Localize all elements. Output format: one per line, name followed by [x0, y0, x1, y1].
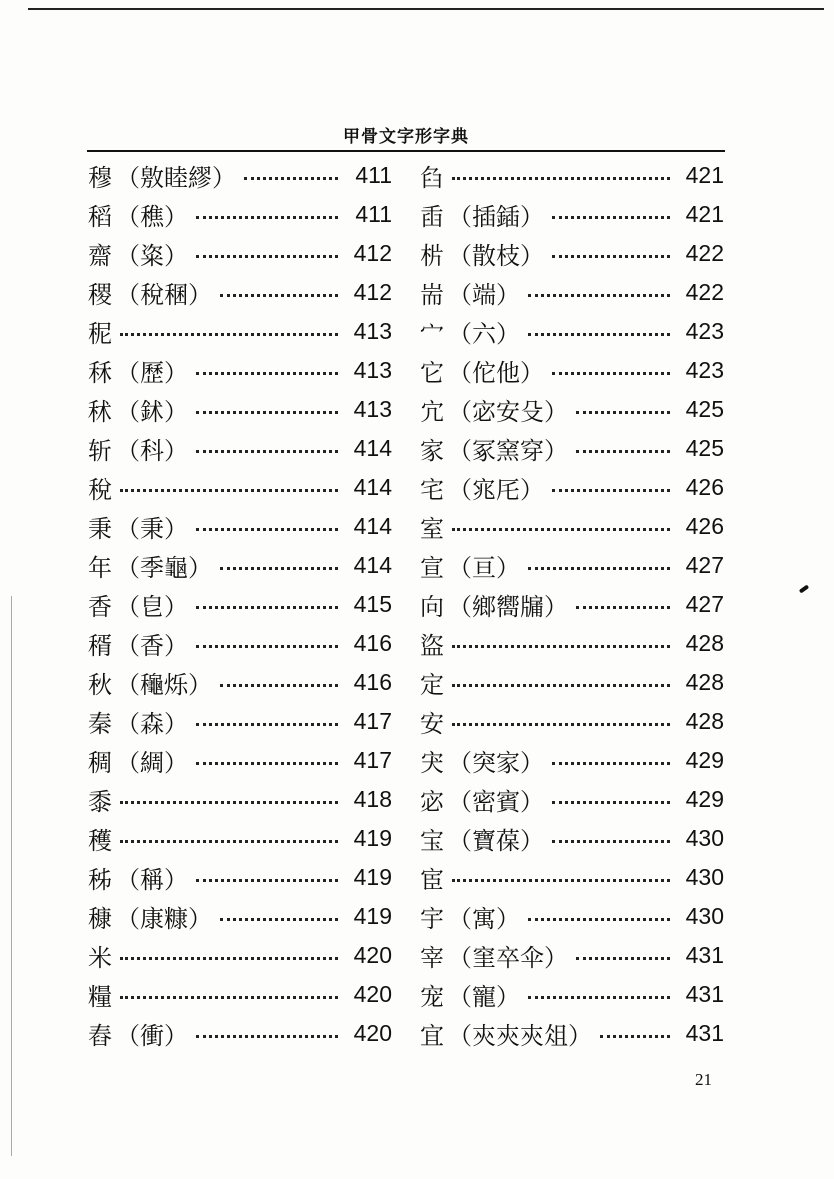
entry-variants: （ 衝 ） — [116, 1016, 188, 1051]
index-entry — [420, 936, 724, 975]
index-entry — [420, 624, 724, 663]
index-entry — [420, 507, 724, 546]
entry-variants: （ 寶葆 ） — [448, 821, 544, 856]
dot-leader — [220, 294, 338, 297]
entry-page-number: 416 — [353, 630, 392, 656]
entry-variants: （ 綢 ） — [116, 743, 188, 778]
entry-character: 宰 — [420, 944, 444, 972]
entry-character: 宦 — [420, 866, 444, 894]
entry-variants: （ 粢 ） — [116, 236, 188, 271]
entry-variants: （ 科 ） — [116, 431, 188, 466]
entry-character: 宊 — [420, 749, 444, 777]
dot-leader — [196, 411, 338, 414]
entry-variants: （ 皀 ） — [116, 587, 188, 622]
index-entry — [420, 312, 724, 351]
index-entry — [420, 390, 724, 429]
entry-character: 秋 — [88, 671, 112, 699]
dot-leader — [120, 996, 338, 999]
entry-page-number: 425 — [685, 435, 724, 461]
entry-page-number: 430 — [685, 825, 724, 851]
entry-character: 向 — [420, 593, 444, 621]
entry-variants: （ 端 ） — [448, 275, 520, 310]
dot-leader — [552, 372, 670, 375]
entry-character: 宇 — [420, 905, 444, 933]
dot-leader — [576, 450, 670, 453]
entry-page-number: 423 — [685, 318, 724, 344]
entry-character: 㭊 — [420, 242, 444, 270]
entry-character: 宠 — [420, 983, 444, 1011]
entry-page-number: 428 — [685, 708, 724, 734]
entry-character: 斩 — [88, 437, 112, 465]
dot-leader — [220, 684, 338, 687]
index-entry — [88, 663, 392, 702]
dot-leader — [552, 840, 670, 843]
entry-variants: （ 香 ） — [116, 626, 188, 661]
entry-character: 香 — [88, 593, 112, 621]
index-entry — [88, 819, 392, 858]
page-number: 21 — [695, 1070, 712, 1089]
index-entry — [88, 702, 392, 741]
entry-character: 齋 — [88, 242, 112, 270]
index-entry — [420, 468, 724, 507]
entry-variants: （ 宓安殳 ） — [448, 392, 568, 427]
entry-variants: （ 寵 ） — [448, 977, 520, 1012]
dot-leader — [120, 840, 338, 843]
index-entry — [88, 429, 392, 468]
index-entry — [88, 780, 392, 819]
entry-variants: （ 龝烁 ） — [116, 665, 212, 700]
index-entry — [420, 156, 724, 195]
index-entry — [420, 273, 724, 312]
entry-character: 秭 — [88, 866, 112, 894]
entry-page-number: 413 — [353, 357, 392, 383]
index-entry — [420, 897, 724, 936]
index-entry — [420, 975, 724, 1014]
dot-leader — [528, 996, 670, 999]
dot-leader — [528, 567, 670, 570]
dot-leader — [452, 684, 670, 687]
entry-page-number: 429 — [685, 747, 724, 773]
dot-leader — [196, 528, 338, 531]
dot-leader — [528, 333, 670, 336]
entry-character: 舂 — [88, 1022, 112, 1050]
entry-page-number: 431 — [685, 981, 724, 1007]
index-entry — [420, 234, 724, 273]
entry-character: 耑 — [420, 281, 444, 309]
entry-page-number: 430 — [685, 903, 724, 929]
dot-leader — [576, 957, 670, 960]
entry-character: 穫 — [88, 827, 112, 855]
index-entry — [88, 975, 392, 1014]
entry-character: 室 — [420, 515, 444, 543]
entry-variants: （ 插鍤 ） — [448, 197, 544, 232]
index-entry — [88, 1014, 392, 1053]
index-entry — [88, 546, 392, 585]
entry-variants: （ 鉥 ） — [116, 392, 188, 427]
entry-character: 稅 — [88, 476, 112, 504]
index-entry — [88, 468, 392, 507]
entry-page-number: 426 — [685, 474, 724, 500]
dot-leader — [452, 723, 670, 726]
entry-variants: （ 穛 ） — [116, 197, 188, 232]
entry-variants: （ 森 ） — [116, 704, 188, 739]
index-entry — [420, 429, 724, 468]
dot-leader — [120, 333, 338, 336]
entry-page-number: 429 — [685, 786, 724, 812]
running-header-title: 甲骨文字形字典 — [343, 127, 469, 147]
dot-leader — [120, 957, 338, 960]
entry-variants: （ 季龜 ） — [116, 548, 212, 583]
entry-page-number: 420 — [353, 1020, 392, 1046]
dot-leader — [244, 177, 338, 180]
entry-page-number: 416 — [353, 669, 392, 695]
entry-page-number: 431 — [685, 942, 724, 968]
entry-page-number: 412 — [353, 279, 392, 305]
index-entry — [88, 624, 392, 663]
index-entry — [88, 858, 392, 897]
entry-variants: （ 宨厇 ） — [448, 470, 544, 505]
dot-leader — [196, 372, 338, 375]
index-entry — [420, 741, 724, 780]
entry-page-number: 419 — [353, 903, 392, 929]
dot-leader — [196, 1035, 338, 1038]
index-entry — [88, 390, 392, 429]
entry-page-number: 413 — [353, 396, 392, 422]
index-entry — [88, 741, 392, 780]
ink-mark — [799, 584, 809, 593]
entry-page-number: 418 — [353, 786, 392, 812]
dot-leader — [196, 450, 338, 453]
entry-page-number: 413 — [353, 318, 392, 344]
entry-variants: （ 㚒㚒㚒俎 ） — [448, 1016, 592, 1051]
entry-character: 穅 — [88, 905, 112, 933]
entry-character: 宣 — [420, 554, 444, 582]
index-entry — [88, 585, 392, 624]
dot-leader — [552, 216, 670, 219]
dot-leader — [220, 918, 338, 921]
dot-leader — [528, 294, 670, 297]
entry-variants: （ 歷 ） — [116, 353, 188, 388]
entry-variants: （ 稱 ） — [116, 860, 188, 895]
entry-page-number: 421 — [685, 201, 724, 227]
index-entry — [88, 273, 392, 312]
index-entry — [420, 546, 724, 585]
entry-variants: （ 六 ） — [448, 314, 520, 349]
dot-leader — [196, 762, 338, 765]
entry-character: 秜 — [88, 320, 112, 348]
dot-leader — [196, 645, 338, 648]
entry-page-number: 412 — [353, 240, 392, 266]
entry-character: 秦 — [88, 710, 112, 738]
entry-variants: （ 冢窯穿 ） — [448, 431, 568, 466]
dot-leader — [552, 762, 670, 765]
index-entry — [420, 195, 724, 234]
entry-page-number: 422 — [685, 279, 724, 305]
entry-variants: （ 突家 ） — [448, 743, 544, 778]
entry-character: 定 — [420, 671, 444, 699]
index-entry — [420, 819, 724, 858]
index-column-left — [88, 156, 392, 1053]
header-rule — [87, 150, 725, 152]
top-rule — [28, 8, 824, 10]
dot-leader — [576, 411, 670, 414]
entry-page-number: 431 — [685, 1020, 724, 1046]
entry-character: 宓 — [420, 788, 444, 816]
entry-variants: （ 密賓 ） — [448, 782, 544, 817]
index-entry — [420, 1014, 724, 1053]
entry-page-number: 411 — [355, 162, 392, 188]
entry-character: 它 — [420, 359, 444, 387]
entry-character: 秫 — [88, 398, 112, 426]
index-entry — [88, 351, 392, 390]
entry-page-number: 427 — [685, 591, 724, 617]
entry-character: 家 — [420, 437, 444, 465]
dot-leader — [196, 216, 338, 219]
entry-character: 秝 — [88, 359, 112, 387]
dot-leader — [452, 177, 670, 180]
dot-leader — [528, 918, 670, 921]
index-entry — [420, 585, 724, 624]
dot-leader — [120, 489, 338, 492]
entry-page-number: 425 — [685, 396, 724, 422]
entry-character: 宜 — [420, 1022, 444, 1050]
entry-character: 稠 — [88, 749, 112, 777]
dot-leader — [552, 801, 670, 804]
entry-variants: （ 敫睦繆 ） — [116, 158, 236, 193]
entry-character: 盜 — [420, 632, 444, 660]
entry-variants: （ 康糠 ） — [116, 899, 212, 934]
entry-page-number: 414 — [353, 513, 392, 539]
index-entry — [420, 663, 724, 702]
margin-rule — [11, 596, 12, 1156]
dot-leader — [196, 255, 338, 258]
dot-leader — [120, 801, 338, 804]
dot-leader — [196, 879, 338, 882]
index-entry — [420, 351, 724, 390]
index-entry — [88, 936, 392, 975]
entry-variants: （ 秉 ） — [116, 509, 188, 544]
entry-page-number: 420 — [353, 942, 392, 968]
entry-variants: （ 寓 ） — [448, 899, 520, 934]
entry-page-number: 428 — [685, 630, 724, 656]
dot-leader — [196, 723, 338, 726]
dot-leader — [600, 1035, 670, 1038]
index-entry — [88, 507, 392, 546]
entry-character: 宝 — [420, 827, 444, 855]
entry-page-number: 417 — [353, 708, 392, 734]
entry-page-number: 419 — [353, 864, 392, 890]
entry-variants: （ 散枝 ） — [448, 236, 544, 271]
index-entry — [420, 858, 724, 897]
entry-page-number: 430 — [685, 864, 724, 890]
entry-page-number: 419 — [353, 825, 392, 851]
index-entry — [88, 195, 392, 234]
index-entry — [88, 234, 392, 273]
dot-leader — [196, 606, 338, 609]
entry-character: 黍 — [88, 788, 112, 816]
entry-page-number: 414 — [353, 474, 392, 500]
entry-variants: （ 稅稛 ） — [116, 275, 212, 310]
entry-page-number: 411 — [355, 201, 392, 227]
entry-character: 安 — [420, 710, 444, 738]
entry-page-number: 428 — [685, 669, 724, 695]
entry-character: 穆 — [88, 164, 112, 192]
entry-character: 秉 — [88, 515, 112, 543]
entry-character: 宂 — [420, 398, 444, 426]
entry-page-number: 421 — [685, 162, 724, 188]
entry-page-number: 422 — [685, 240, 724, 266]
entry-character: 稰 — [88, 632, 112, 660]
index-entry — [88, 897, 392, 936]
entry-character: 宅 — [420, 476, 444, 504]
dot-leader — [552, 255, 670, 258]
entry-character: 宀 — [420, 320, 444, 348]
entry-variants: （ 佗他 ） — [448, 353, 544, 388]
entry-character: 臽 — [420, 164, 444, 192]
dot-leader — [552, 489, 670, 492]
index-column-right — [420, 156, 724, 1053]
dot-leader — [452, 528, 670, 531]
index-entry — [88, 156, 392, 195]
dot-leader — [452, 645, 670, 648]
entry-variants: （ 窐卒伞 ） — [448, 938, 568, 973]
entry-page-number: 426 — [685, 513, 724, 539]
entry-page-number: 417 — [353, 747, 392, 773]
dot-leader — [452, 879, 670, 882]
entry-page-number: 414 — [353, 552, 392, 578]
entry-page-number: 420 — [353, 981, 392, 1007]
entry-character: 臿 — [420, 203, 444, 231]
entry-page-number: 423 — [685, 357, 724, 383]
entry-page-number: 415 — [353, 591, 392, 617]
index-entry — [420, 702, 724, 741]
entry-page-number: 427 — [685, 552, 724, 578]
entry-character: 稷 — [88, 281, 112, 309]
entry-character: 米 — [88, 944, 112, 972]
entry-variants: （ 亘 ） — [448, 548, 520, 583]
dot-leader — [220, 567, 338, 570]
index-entry — [420, 780, 724, 819]
entry-character: 糧 — [88, 983, 112, 1011]
entry-variants: （ 鄉嚮牖 ） — [448, 587, 568, 622]
dot-leader — [576, 606, 670, 609]
entry-character: 年 — [88, 554, 112, 582]
entry-page-number: 414 — [353, 435, 392, 461]
index-entry — [88, 312, 392, 351]
entry-character: 稻 — [88, 203, 112, 231]
